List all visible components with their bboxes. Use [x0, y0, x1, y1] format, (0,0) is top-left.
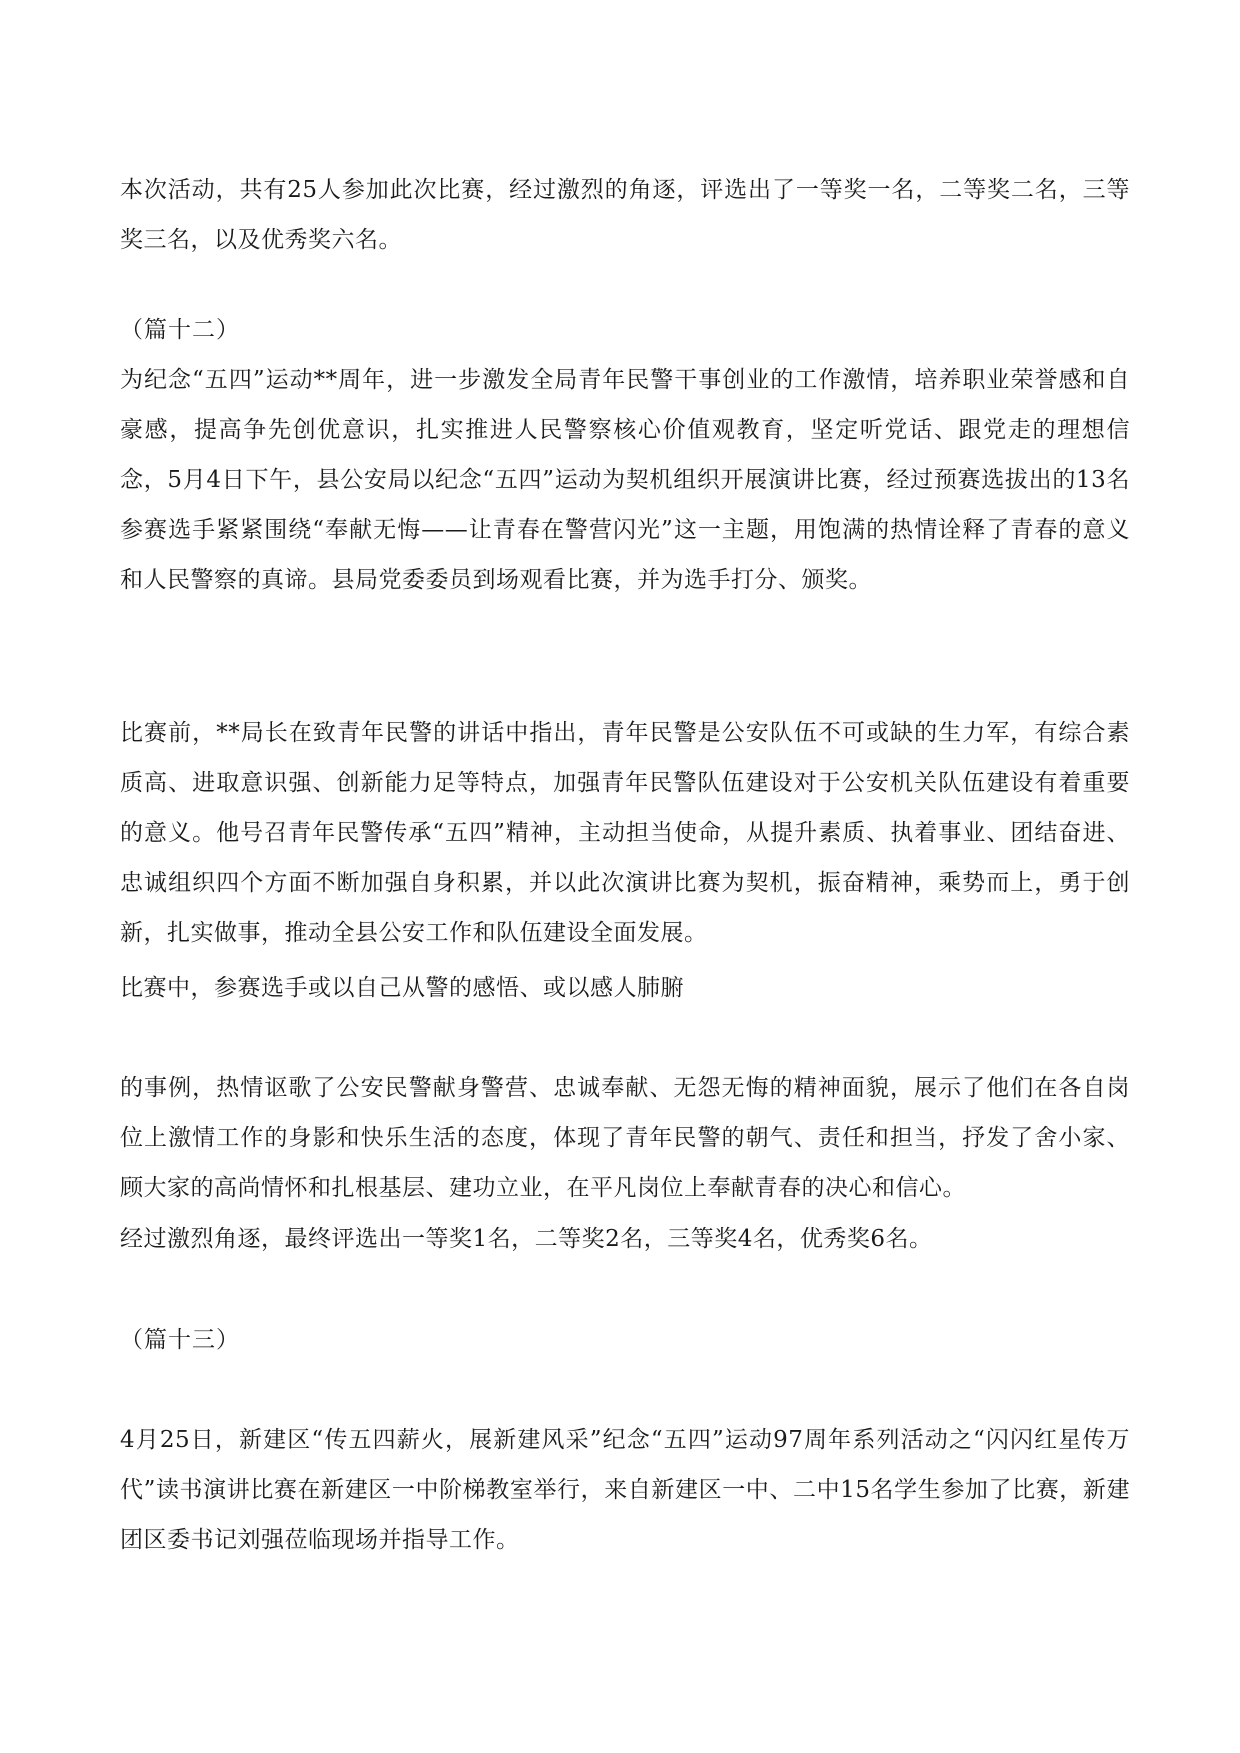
paragraph-contestants-continued: 的事例，热情讴歌了公安民警献身警营、忠诚奉献、无怨无悔的精神面貌，展示了他们在各自岗位上激情工作的身影和快乐生活的态度，体现了青年民警的朝气、责任和担当，抒发了舍小家、顾大家的高尚情怀和扎根基层、建功立业，在平凡岗位上奉献青春的决心和信心。 — [120, 1075, 1130, 1201]
paragraph-results-summary: 本次活动，共有25人参加此次比赛，经过激烈的角逐，评选出了一等奖一名，二等奖二名，三等奖三名，以及优秀奖六名。 — [120, 177, 1130, 253]
section-heading-12: （篇十二） — [120, 317, 240, 343]
paragraph-director-speech: 比赛前，**局长在致青年民警的讲话中指出，青年民警是公安队伍不可或缺的生力军，有综合素质高、进取意识强、创新能力足等特点，加强青年民警队伍建设对于公安机关队伍建设有着重要的意义。他号召青年民警传承“五四”精神，主动担当使命，从提升素质、执着事业、团结奋进、忠诚组织四个方面不断加强自身积累，并以此次演讲比赛为契机，振奋精神，乘势而上，勇于创新，扎实做事，推动全县公安工作和队伍建设全面发展。 — [120, 720, 1130, 946]
paragraph-final-results: 经过激烈角逐，最终评选出一等奖1名，二等奖2名，三等奖4名，优秀奖6名。 — [120, 1226, 933, 1252]
paragraph-event-intro: 为纪念“五四”运动**周年，进一步激发全局青年民警干事创业的工作激情，培养职业荣誉感和自豪感，提高争先创优意识，扎实推进人民警察核心价值观教育，坚定听党话、跟党走的理想信念，5月4日下午，县公安局以纪念“五四”运动为契机组织开展演讲比赛，经过预赛选拔出的13名参赛选手紧紧围绕“奉献无悔——让青春在警营闪光”这一主题，用饱满的热情诠释了青春的意义和人民警察的真谛。县局党委委员到场观看比赛，并为选手打分、颁奖。 — [120, 367, 1130, 593]
section-heading-13: （篇十三） — [120, 1327, 240, 1353]
paragraph-contestants: 比赛中，参赛选手或以自己从警的感悟、或以感人肺腑 — [120, 975, 684, 1001]
paragraph-xinjian-event: 4月25日，新建区“传五四薪火，展新建风采”纪念“五四”运动97周年系列活动之“闪闪红星传万代”读书演讲比赛在新建区一中阶梯教室举行，来自新建区一中、二中15名学生参加了比赛，新建团区委书记刘强莅临现场并指导工作。 — [120, 1427, 1130, 1553]
